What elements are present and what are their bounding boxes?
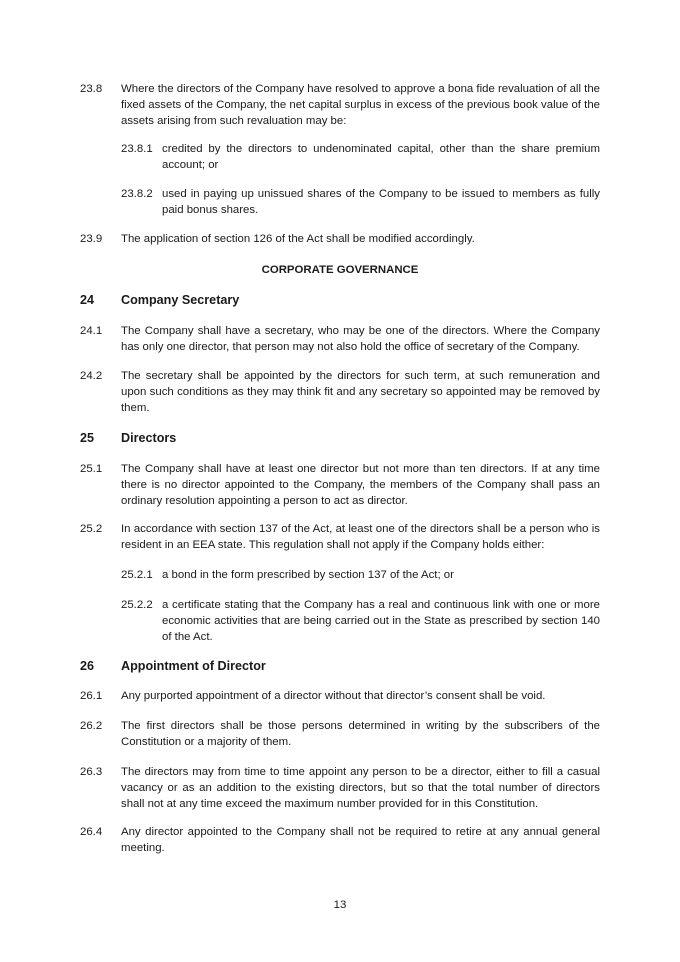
clause-number: 24.1 xyxy=(80,325,103,337)
clause-number: 25.2 xyxy=(80,523,103,535)
clause-text: The Company shall have a secretary, who may be one of the directors. Where the Company has only one director, that person may not also hold the office of secretary of the Company. xyxy=(121,325,600,353)
heading-text: Appointment of Director xyxy=(121,659,266,673)
clause-text: The first directors shall be those persons determined in writing by the subscribers of the Constitution or a majority of them. xyxy=(121,720,600,748)
heading-text: Company Secretary xyxy=(121,293,240,307)
clause-number: 23.8 xyxy=(80,83,103,95)
subclause-text: a certificate stating that the Company has a real and continuous link with one or more economic activities that are being carried out in the State as prescribed by section 140 of the Act. xyxy=(162,599,600,643)
heading-text: Directors xyxy=(121,431,177,445)
clause-text: Where the directors of the Company have resolved to approve a bona fide revaluation of all the fixed assets of the Company, the net capital surplus in excess of the previous book value of the assets arising from such revaluation may be: xyxy=(121,83,600,127)
clause-number: 26.3 xyxy=(80,766,103,778)
heading-number: 25 xyxy=(80,431,95,445)
clause-number: 23.9 xyxy=(80,233,103,245)
clause-text: Any purported appointment of a director without that director’s consent shall be void. xyxy=(121,690,546,702)
clause-text: The Company shall have at least one director but not more than ten directors. If at any time there is no director appointed to the Company, the members of the Company shall pass an ordinary resolution appointing a person to act as director. xyxy=(121,463,600,507)
clause-number: 26.4 xyxy=(80,826,103,838)
clause-text: The application of section 126 of the Act shall be modified accordingly. xyxy=(121,233,475,245)
subclause-number: 25.2.2 xyxy=(121,599,153,611)
section-title: CORPORATE GOVERNANCE xyxy=(261,264,419,276)
heading-number: 24 xyxy=(80,293,95,307)
clause-text: In accordance with section 137 of the Act, at least one of the directors shall be a person who is resident in an EEA state. This regulation shall not apply if the Company holds either: xyxy=(121,523,600,551)
clause-text: The directors may from time to time appoint any person to be a director, either to fill a casual vacancy or as an addition to the existing directors, but so that the total number of directors shall not at any time exceed the maximum number provided for in this Constitution. xyxy=(121,766,600,810)
clause-number: 26.1 xyxy=(80,690,103,702)
subclause-number: 23.8.2 xyxy=(121,188,153,200)
clause-number: 25.1 xyxy=(80,463,103,475)
heading-number: 26 xyxy=(80,659,95,673)
subclause-number: 23.8.1 xyxy=(121,143,153,155)
subclause-text: used in paying up unissued shares of the Company to be issued to members as fully paid bonus shares. xyxy=(162,188,600,216)
subclause-number: 25.2.1 xyxy=(121,569,153,581)
clause-number: 24.2 xyxy=(80,370,103,382)
subclause-text: credited by the directors to undenominated capital, other than the share premium account; or xyxy=(162,143,600,171)
subclause-text: a bond in the form prescribed by section 137 of the Act; or xyxy=(162,569,454,581)
clause-text: The secretary shall be appointed by the directors for such term, at such remuneration and upon such conditions as they may think fit and any secretary so appointed may be removed by them. xyxy=(121,370,600,414)
clause-number: 26.2 xyxy=(80,720,103,732)
page-number: 13 xyxy=(333,899,347,911)
clause-text: Any director appointed to the Company shall not be required to retire at any annual general meeting. xyxy=(121,826,600,854)
